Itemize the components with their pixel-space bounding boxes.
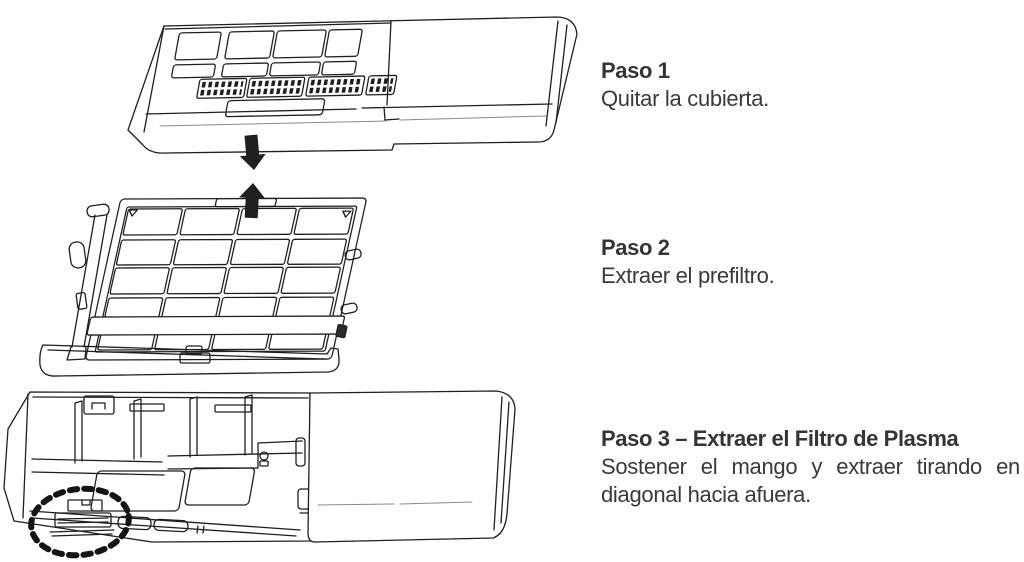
step-2 [601,234,1020,290]
step-1-body: Quitar la cubierta. [601,86,769,111]
figure-step3-plasma-filter [2,383,562,562]
chassis-drawing [2,383,562,562]
prefilter-grid-drawing [25,177,525,384]
step-3-body-line-2: diagonal hacia afuera. [601,482,811,507]
step-3-title: Paso 3 – Extraer el Filtro de Plasma [601,426,959,451]
figure-step1-remove-cover [118,8,588,180]
step-3-body-line-1: Sostener el mango y extraer tirando en [601,454,1020,479]
step-1-title: Paso 1 [601,58,670,83]
cover-grille-panels [164,28,405,118]
prefilter-frame [81,198,370,360]
step-2-body: Extraer el prefiltro. [601,263,775,288]
arrow-up-icon [238,182,266,218]
step-2-title: Paso 2 [601,235,670,260]
cover-grille-drawing [118,8,588,180]
prefilter-side-bracket [67,204,110,360]
chassis-cover-panel [308,391,515,542]
figure-step2-prefilter [25,177,525,384]
cover-outline [128,17,577,153]
prefilter-side-pins [336,248,362,337]
step-1 [601,57,1020,113]
step-3 [601,425,1020,509]
